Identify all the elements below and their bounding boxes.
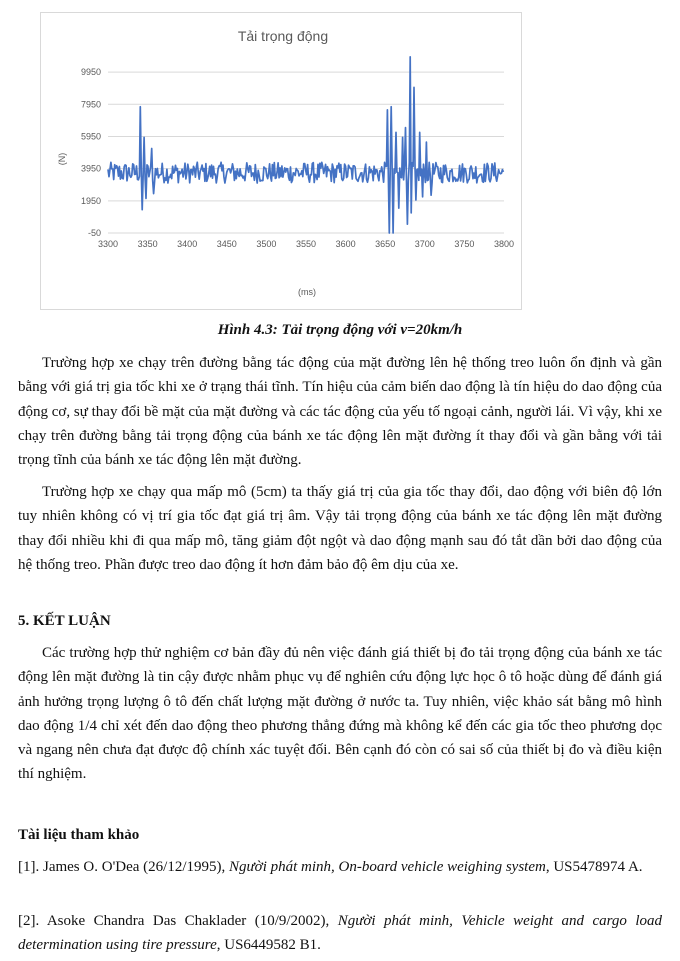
reference-title: Người phát minh, On-board vehicle weighing system: [229, 859, 546, 875]
x-tick-label: 3800: [493, 239, 515, 249]
reference-item: [18, 855, 662, 879]
y-tick-label: 5950: [80, 131, 101, 142]
references-heading: Tài liệu tham khảo: [18, 827, 140, 843]
x-tick-label: 3750: [454, 239, 475, 249]
reference-prefix: [2]. Asoke Chandra Das Chaklader (10/9/2002),: [18, 913, 338, 929]
chart-title: Tải trọng động: [237, 28, 329, 44]
x-tick-label: 3650: [375, 239, 396, 249]
x-tick-label: 3500: [256, 239, 277, 249]
x-axis-label: (ms): [298, 287, 316, 297]
x-tick-label: 3700: [414, 239, 435, 249]
y-axis-label: (N): [57, 152, 67, 166]
x-tick-label: 3600: [335, 239, 356, 249]
x-tick-label: 3300: [97, 239, 119, 249]
reference-prefix: [1]. James O. O'Dea (26/12/1995),: [18, 859, 229, 875]
x-tick-label: 3450: [216, 239, 237, 249]
reference-item: [18, 909, 662, 958]
chart-grid: [108, 72, 504, 233]
conclusion-paragraph: Các trường hợp thử nghiệm cơ bản đầy đủ nên việc đánh giá thiết bị đo tải trọng động của bánh xe tác động lên mặt đường là tin cậy được nhằm phục vụ để nghiên cứu động lực học ô tô hoặc dùng để đánh giá ảnh hưởng trọng lượng ô tô đến chất lượng mặt đường ở nước ta. Tuy nhiên, việc khảo sát bằng mô hình dao động 1/4 chỉ xét đến dao động theo phương thẳng đứng mà không kể đến các gia tốc theo phương dọc và ngang nên chưa đạt được độ chính xác tuyệt đối. Bên cạnh đó còn có sai số của thiết bị đo và điều kiện thí nghiệm.: [18, 645, 662, 783]
y-tick-label: 9950: [80, 67, 101, 78]
y-tick-label: -50: [87, 228, 101, 238]
paragraph-2: Trường hợp xe chạy qua mấp mô (5cm) ta thấy giá trị của gia tốc thay đổi, dao động với biên độ lớn tuy nhiên không có vị trí gia tốc đạt giá trị âm. Vậy tải trọng động của bánh xe tác động lên mặt đường thay đổi nhiều khi đi qua mấp mô, tăng giảm đột ngột và dao động mạnh sau đó tắt dần bởi dao động của hệ thống treo. Phần được treo dao động ít hơn đảm bảo độ êm dịu của xe.: [18, 484, 662, 573]
y-tick-label: 3950: [80, 163, 101, 174]
section-heading-conclusion: 5. KẾT LUẬN: [18, 613, 111, 629]
x-tick-label: 3400: [177, 239, 198, 249]
series-line: [108, 57, 503, 233]
x-tick-label: 3350: [137, 239, 158, 249]
figure-caption: Hình 4.3: Tải trọng động với v=20km/h: [217, 322, 463, 338]
reference-title: Người phát minh, Vehicle weight and cargo load determination using tire pressure: [18, 913, 662, 954]
x-axis-ticks: [98, 239, 514, 249]
reference-suffix: , US6449582 B1.: [216, 937, 321, 954]
paragraph-1: Trường hợp xe chạy trên đường bằng tác động của mặt đường lên hệ thống treo luôn ổn định và gần bằng với giá trị gia tốc khi xe ở trạng thái tĩnh. Tín hiệu của cảm biến dao động là tín hiệu do dao động của động cơ, sự thay đổi bề mặt của mặt đường và các tác động của yếu tố ngoại cảnh, người lái. Vì vậy, khi xe chạy trên đường bằng tải trọng động của bánh xe tác động lên mặt đường ít thay đổi và gần bằng với tải trọng tĩnh của bánh xe tác động lên mặt đường.: [18, 355, 662, 469]
chart-svg: [41, 13, 523, 311]
reference-suffix: , US5478974 A.: [545, 859, 643, 875]
y-tick-label: 7950: [80, 99, 101, 110]
y-tick-label: 1950: [80, 195, 101, 206]
y-axis-ticks: [81, 67, 101, 238]
x-tick-label: 3550: [295, 239, 317, 249]
chart-container: [40, 12, 522, 310]
